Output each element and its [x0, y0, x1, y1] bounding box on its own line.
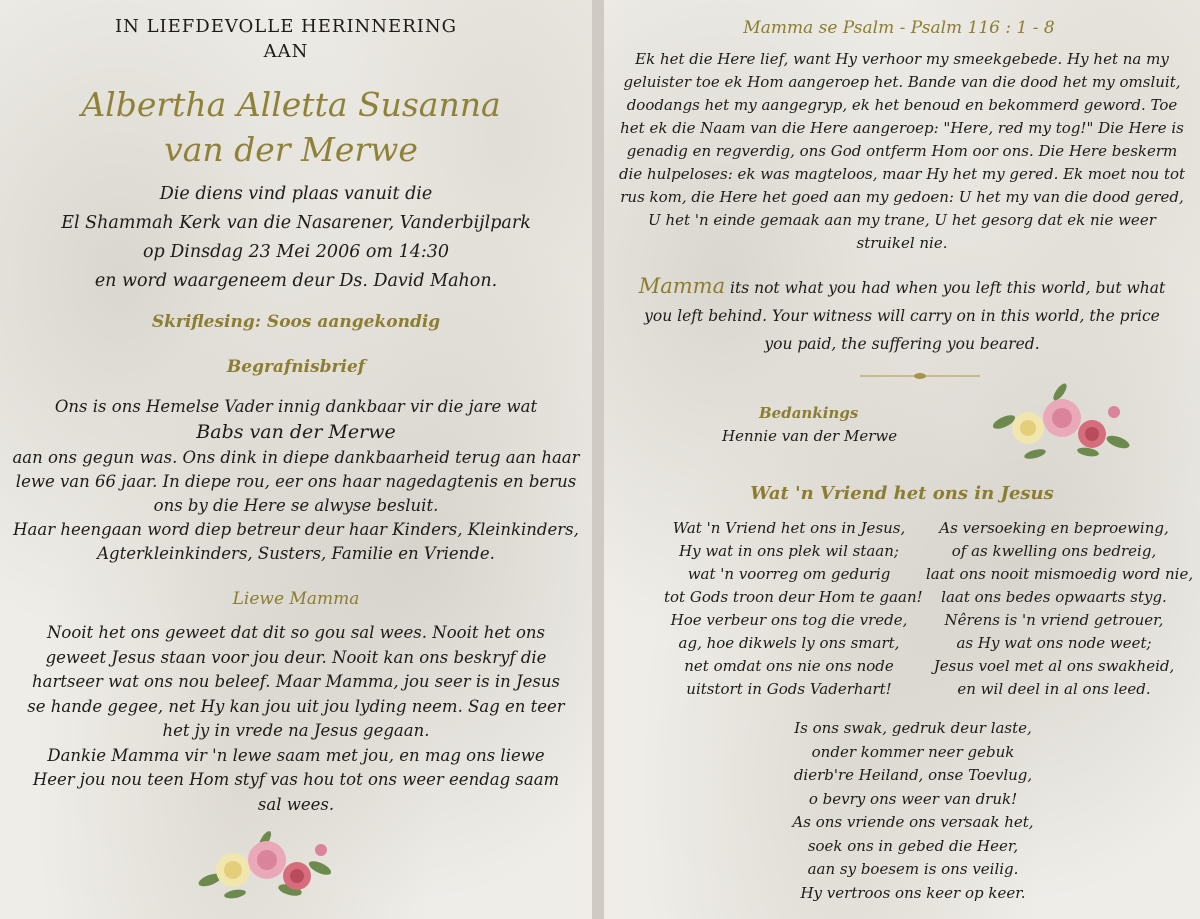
hymn-line: Hy wat in ons plek wil staan; [679, 542, 899, 560]
psalm-line: die hulpeloses: ek was magteloos, maar Hy het my gered. Ek moet nou tot [618, 165, 1186, 183]
hymn-line: net omdat ons nie ons node [684, 657, 894, 675]
header-line: AAN [263, 41, 309, 62]
name-line: van der Merwe [164, 130, 418, 169]
hymn-line: dierb're Heiland, onse Toevlug, [793, 766, 1033, 784]
ornament-divider-icon [860, 372, 980, 380]
funeral-letter [0, 395, 592, 566]
dear-mom-line: hartseer wat ons nou beleef. Maar Mamma, jou seer is in Jesus [32, 672, 560, 691]
psalm-line: genadig en regverdig, ons God ontferm Hom oor ons. Die Here beskerm [626, 142, 1178, 160]
reading: Skriflesing: Soos aangekondig [151, 312, 441, 332]
service-line: Die diens vind plaas vanuit die [159, 184, 433, 204]
psalm-line: het ek die Naam van die Here aangeroep: "Here, red my tog!" Die Here is [620, 119, 1184, 137]
letter-line: lewe van 66 jaar. In diepe rou, eer ons haar nagedagtenis en berus [15, 472, 577, 491]
hymn-line: laat ons bedes opwaarts styg. [941, 588, 1167, 606]
thanks-name: Hennie van der Merwe [722, 427, 898, 445]
tribute-line: you left behind. Your witness will carry on in this world, the price [644, 307, 1160, 325]
hymn-line: tot Gods troon deur Hom te gaan! [664, 588, 923, 606]
letter-line: Haar heengaan word diep betreur deur haar Kinders, Kleinkinders, [13, 520, 579, 539]
letter-line: Ons is ons Hemelse Vader innig dankbaar vir die jare wat [54, 397, 538, 416]
hymn-line: Jesus voel met al ons swakheid, [933, 657, 1175, 675]
hymn-line: ag, hoe dikwels ly ons smart, [678, 634, 900, 652]
thanks-title: Bedankings [759, 404, 859, 422]
psalm-line: doodangs het my aangegryp, ek het benoud en bekommerd geword. Toe [626, 96, 1178, 114]
service-line: El Shammah Kerk van die Nasarener, Vanderbijlpark [61, 213, 531, 233]
hymn-line: aan sy boesem is ons veilig. [807, 860, 1019, 878]
service-line: op Dinsdag 23 Mei 2006 om 14:30 [142, 242, 450, 262]
dear-mom-line: sal wees. [257, 794, 335, 814]
hymn-line: Wat 'n Vriend het ons in Jesus, [672, 519, 906, 537]
hymn-verse-1 [664, 517, 923, 701]
hymn-line: of as kwelling ons bedreig, [951, 542, 1157, 560]
hymn-line: as Hy wat ons node weet; [956, 634, 1152, 652]
dear-mom-line: Nooit het ons geweet dat dit so gou sal wees. Nooit het ons [46, 623, 546, 642]
babs-name: Babs van der Merwe [196, 421, 396, 443]
psalm-line: rus kom, die Here het goed aan my gedoen: U het my van die dood gered, [620, 188, 1184, 206]
tribute-line: its not what you had when you left this world, but what [725, 279, 1166, 297]
psalm-line: geluister toe ek Hom aangeroep het. Bande van die dood het my omsluit, [623, 73, 1181, 91]
left-page [0, 0, 592, 919]
letter-line: ons by die Here se alwyse besluit. [153, 496, 439, 515]
tribute [604, 272, 1200, 358]
hymn-line: uitstort in Gods Vaderhart! [686, 680, 892, 698]
dear-mom-line: se hande gegee, net Hy kan jou uit jou lyding neem. Sag en teer [27, 696, 565, 716]
hymn-line: Nêrens is 'n vriend getrouer, [944, 611, 1164, 629]
hymn-line: en wil deel in al ons leed. [957, 680, 1151, 698]
flower-bouquet-left-icon [195, 828, 335, 903]
dear-mom-line: Dankie Mamma vir 'n lewe saam met jou, en mag ons liewe [47, 745, 545, 765]
header-line: IN LIEFDEVOLLE HERINNERING [115, 16, 457, 37]
hymn-line: Is ons swak, gedruk deur laste, [794, 719, 1032, 737]
hymn-title: Wat 'n Vriend het ons in Jesus [750, 483, 1054, 504]
tribute-lead: Mamma [638, 274, 726, 298]
hymn-line: onder kommer neer gebuk [811, 742, 1015, 761]
psalm-line: struikel nie. [856, 234, 948, 252]
hymn-line: As versoeking en beproewing, [939, 519, 1169, 537]
psalm-line: Ek het die Here lief, want Hy verhoor my smeekgebede. Hy het na my [635, 50, 1169, 68]
dear-mom-title: Liewe Mamma [232, 589, 360, 609]
hymn-verse-2 [926, 517, 1194, 701]
funeral-letter-title: Begrafnisbrief [226, 357, 366, 377]
header [0, 14, 592, 64]
hymn-line: laat ons nooit mismoedig word nie, [926, 565, 1194, 583]
psalm-text [604, 48, 1200, 255]
deceased-name [0, 82, 592, 172]
hymn-line: wat 'n voorreg om gedurig [687, 565, 891, 583]
page-gutter [592, 0, 604, 919]
dear-mom-text [0, 621, 592, 817]
hymn-verse-3 [626, 717, 1200, 905]
flower-bouquet-right-icon [990, 382, 1130, 462]
hymn-line: Hy vertroos ons keer op keer. [800, 883, 1026, 902]
hymn-line: As ons vriende ons versaak het, [792, 813, 1034, 831]
psalm-title: Mamma se Psalm - Psalm 116 : 1 - 8 [743, 18, 1055, 38]
dear-mom-line: Heer jou nou teen Hom styf vas hou tot ons weer eendag saam [32, 770, 560, 789]
letter-line: Agterkleinkinders, Susters, Familie en Vriende. [97, 544, 495, 563]
tribute-line: you paid, the suffering you beared. [764, 335, 1040, 353]
letter-line: aan ons gegun was. Ons dink in diepe dankbaarheid terug aan haar [12, 448, 580, 467]
service-line: en word waargeneem deur Ds. David Mahon. [94, 271, 498, 291]
hymn-line: Hoe verbeur ons tog die vrede, [670, 611, 908, 629]
dear-mom-line: geweet Jesus staan voor jou deur. Nooit kan ons beskryf die [45, 647, 547, 667]
hymn-line: soek ons in gebed die Heer, [807, 836, 1019, 855]
name-line: Albertha Alletta Susanna [81, 85, 501, 124]
hymn-line: o bevry ons weer van druk! [808, 789, 1018, 808]
psalm-line: U het 'n einde gemaak aan my trane, U het gesorg dat ek nie weer [648, 211, 1156, 229]
dear-mom-line: het jy in vrede na Jesus gegaan. [162, 721, 430, 740]
service-details [0, 180, 592, 296]
